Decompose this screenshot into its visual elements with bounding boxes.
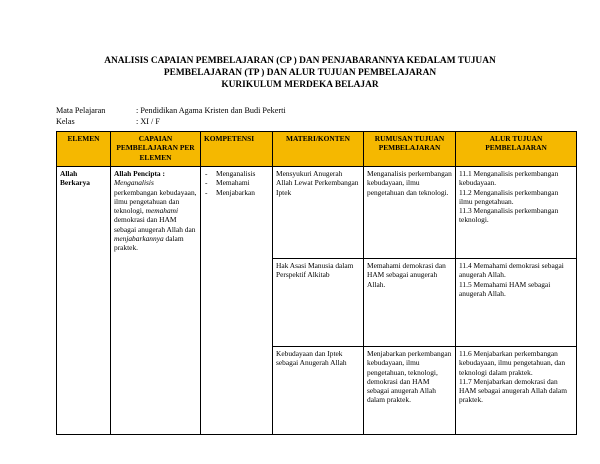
mapel-value: : Pendidikan Agama Kristen dan Budi Pekerti [136, 106, 286, 115]
alur-cell-1 [456, 167, 577, 259]
header-capaian: CAPAIAN PEMBELAJARAN PER ELEMEN [111, 132, 201, 167]
alur-item: 11.4 Memahami demokrasi sebagai anugerah Allah. [459, 261, 564, 280]
title-line-3: KURIKULUM MERDEKA BELAJAR [221, 80, 379, 90]
elemen-text: Allah Berkarya [60, 169, 90, 188]
capaian-verb-1: Menganalisis [114, 178, 154, 188]
rumusan-cell-3: Menjabarkan perkembangan kebudayaan, ilmu pengetahuan, teknologi, demokrasi dan HAM sebagai anugerah Allah dalam praktek. [364, 347, 456, 435]
document-title [40, 55, 560, 91]
cp-tp-table [56, 131, 577, 435]
table-header-row [57, 132, 577, 167]
elemen-cell [57, 167, 111, 435]
capaian-text-1: perkembangan kebudayaan, ilmu pengetahuan dan teknologi, [114, 187, 197, 216]
header-rumusan: RUMUSAN TUJUAN PEMBELAJARAN [364, 132, 456, 167]
alur-item: 11.6 Menjabarkan perkembangan kebudayaan, ilmu pengetahuan, dan teknologi dalam praktek. [459, 349, 566, 377]
alur-item: 11.3 Menganalisis perkembangan teknologi. [459, 206, 559, 225]
title-line-2: PEMBELAJARAN (TP ) DAN ALUR TUJUAN PEMBELAJARAN [163, 68, 437, 78]
capaian-verb-3: menjabarkannya [114, 234, 164, 244]
kompetensi-list [204, 169, 269, 197]
title-line-1: ANALISIS CAPAIAN PEMBELAJARAN (CP ) DAN PENJABARANNYA KEDALAM TUJUAN [104, 56, 496, 66]
meta-row-kelas [56, 116, 286, 127]
materi-cell-2: Hak Asasi Manusia dalam Perspektif Alkitab [273, 259, 364, 347]
kompetensi-cell [201, 167, 273, 435]
alur-item: 11.2 Menganalisis perkembangan ilmu pengetahuan. [459, 187, 559, 206]
meta-row-mapel [56, 105, 286, 116]
materi-cell-1: Mensyukuri Anugerah Allah Lewat Perkembangan Iptek [273, 167, 364, 259]
kelas-value: : XI / F [136, 117, 160, 126]
alur-item: 11.1 Menganalisis perkembangan kebudayaan. [459, 169, 559, 188]
materi-cell-3: Kebudayaan dan Iptek sebagai Anugerah Allah [273, 347, 364, 435]
header-alur: ALUR TUJUAN PEMBELAJARAN [456, 132, 577, 167]
capaian-text-3: dalam praktek. [114, 234, 184, 253]
alur-cell-3 [456, 347, 577, 435]
header-materi: MATERI/KONTEN [273, 132, 364, 167]
alur-cell-2 [456, 259, 577, 347]
mapel-label: Mata Pelajaran [56, 106, 106, 115]
rumusan-cell-1: Menganalisis perkembangan kebudayaan, ilmu pengetahuan dan teknologi. [364, 167, 456, 259]
list-item: - Memahami [204, 178, 269, 187]
capaian-verb-2: memahami [145, 206, 179, 216]
alur-item: 11.7 Menjabarkan demokrasi dan HAM sebagai anugerah Allah dalam praktek. [459, 376, 567, 405]
capaian-cell [111, 167, 201, 435]
table-row [57, 167, 577, 259]
capaian-text-2: demokrasi dan HAM sebagai anugerah Allah dan [114, 215, 196, 234]
capaian-head: Allah Pencipta : [114, 169, 165, 178]
list-item: - Menjabarkan [204, 188, 269, 197]
header-kompetensi: KOMPETENSI [201, 132, 273, 167]
document-meta [56, 105, 286, 127]
header-elemen: ELEMEN [57, 132, 111, 167]
alur-item: 11.5 Memahami HAM sebagai anugerah Allah. [459, 279, 551, 298]
list-item: - Menganalisis [204, 169, 269, 178]
rumusan-cell-2: Memahami demokrasi dan HAM sebagai anugerah Allah. [364, 259, 456, 347]
kelas-label: Kelas [56, 117, 75, 126]
